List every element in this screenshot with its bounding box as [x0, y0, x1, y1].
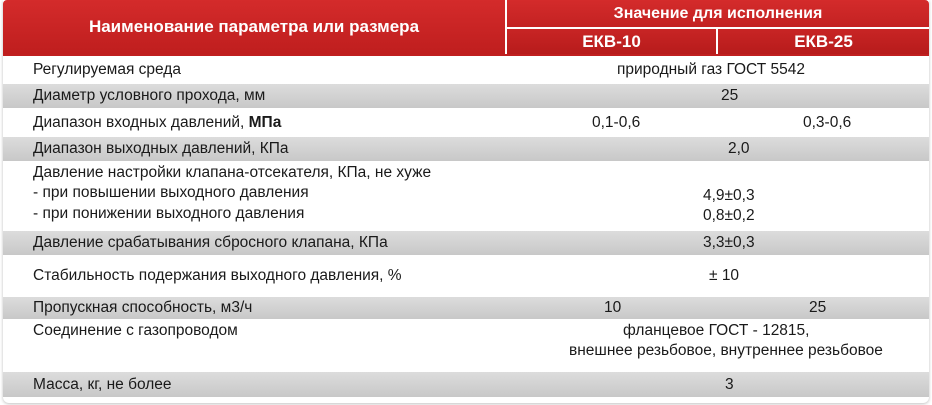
- spec-table: [3, 0, 929, 403]
- table-row-outlet: [3, 137, 929, 161]
- row-value: 2,0: [728, 140, 750, 157]
- row-value-ekv25: 25: [809, 299, 827, 316]
- param-column-title: Наименование параметра или размера: [88, 17, 420, 36]
- row-label: [33, 113, 281, 133]
- row-value-decrease: 0,8±0,2: [703, 207, 755, 224]
- row-value-line1: фланцевое ГОСТ - 12815,: [623, 322, 810, 339]
- table-row-relief: [3, 231, 929, 255]
- row-value: 3,3±0,3: [703, 234, 755, 251]
- table-row-mass: [3, 372, 929, 397]
- value-column-header: [507, 0, 929, 27]
- table-row-stability: [3, 256, 929, 296]
- row-value: 3: [725, 376, 734, 393]
- header-divider: [3, 54, 929, 56]
- row-label: Диаметр условного прохода, мм: [33, 87, 266, 104]
- row-label: Соединение с газопроводом: [33, 322, 238, 339]
- row-value-line2: внешнее резьбовое, внутреннее резьбовое: [569, 342, 883, 359]
- table-row-diameter: [3, 84, 929, 108]
- row-label: Стабильность подержания выходного давления, %: [33, 267, 402, 284]
- row-label: Масса, кг, не более: [33, 376, 172, 393]
- variant-ekv10-label: ЕКВ-10: [582, 31, 641, 51]
- row-label-text: Диапазон входных давлений,: [33, 114, 245, 131]
- variant-ekv10-header: [507, 29, 716, 54]
- table-row-cutoff: [3, 162, 929, 230]
- table-row-inlet: [3, 110, 929, 136]
- row-label: Регулируемая среда: [33, 61, 181, 78]
- row-sublabel-decrease: - при понижении выходного давления: [33, 205, 305, 222]
- variant-ekv25-label: ЕКВ-25: [794, 31, 853, 51]
- row-value-ekv10: 0,1-0,6: [592, 114, 641, 131]
- table-row-capacity: [3, 297, 929, 319]
- row-value: ± 10: [709, 267, 740, 284]
- param-column-header: [3, 0, 505, 54]
- row-value-ekv10: 10: [604, 299, 622, 316]
- row-label: Давление настройки клапана-отсекателя, КПа, не хуже: [33, 164, 432, 181]
- row-label: Диапазон выходных давлений, КПа: [33, 140, 289, 157]
- row-value-ekv25: 0,3-0,6: [803, 114, 852, 131]
- table-row-medium: [3, 58, 929, 82]
- row-value: 25: [721, 87, 739, 104]
- row-value: природный газ ГОСТ 5542: [617, 61, 805, 78]
- row-sublabel-increase: - при повышении выходного давления: [33, 184, 309, 201]
- table-row-connection: [3, 320, 929, 368]
- row-unit: МПа: [248, 114, 282, 131]
- value-column-title: Значение для исполнения: [613, 4, 823, 22]
- variant-ekv25-header: [718, 29, 929, 54]
- row-label: Давление срабатывания сбросного клапана, КПа: [33, 234, 388, 251]
- row-label: Пропускная способность, м3/ч: [33, 299, 253, 316]
- row-value-increase: 4,9±0,3: [703, 187, 755, 204]
